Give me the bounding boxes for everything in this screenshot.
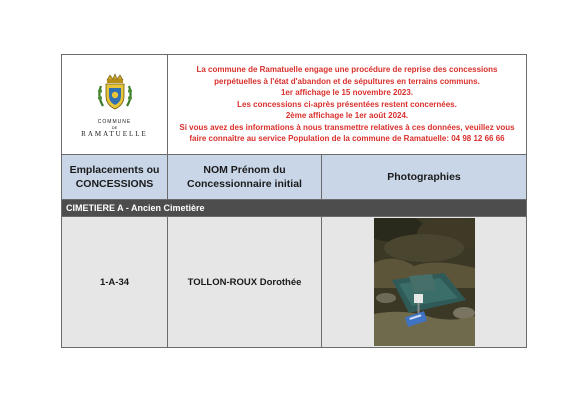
notice-line: faire connaître au service Population de la commune de Ramatuelle: 04 98 12 66 66: [189, 134, 505, 144]
grave-photo: [374, 218, 475, 346]
logo-text-de: DE: [111, 124, 118, 130]
logo-cell: [62, 55, 168, 155]
section-label: CIMETIERE A - Ancien Cimetière: [62, 200, 527, 217]
concessions-table: [61, 54, 527, 348]
notice-line: Si vous avez des informations à nous transmettre relatives à ces données, veuillez vous: [179, 122, 515, 132]
logo-text-city: RAMATUELLE: [81, 129, 148, 138]
notice-line: 1er affichage le 15 novembre 2023.: [280, 88, 414, 98]
header-nom: [168, 155, 322, 200]
ramatuelle-coat-of-arms-icon: [93, 72, 137, 112]
logo-text-commune: COMMUNE: [97, 118, 132, 125]
notice-line: 2ème affichage le 1er août 2024.: [285, 111, 409, 121]
cell-nom: TOLLON-ROUX Dorothée: [168, 217, 322, 348]
header-row: [62, 155, 527, 200]
table-row: [62, 217, 527, 348]
header-emplacements-line2: CONCESSIONS: [75, 178, 154, 190]
header-photographies-label: Photographies: [387, 171, 461, 183]
notice-line: Les concessions ci-après présentées restent concernées.: [237, 99, 457, 109]
notice-line: perpétuelles à l'état d'abandon et de sépultures en terrains communs.: [214, 76, 480, 86]
header-emplacements: [62, 155, 168, 200]
cell-emplacement: 1-A-34: [62, 217, 168, 348]
notice-text: [168, 55, 527, 155]
notice-line: La commune de Ramatuelle engage une procédure de reprise des concessions: [196, 65, 498, 75]
header-emplacements-line1: Emplacements ou: [69, 164, 160, 176]
header-nom-line2: Concessionnaire initial: [187, 178, 302, 190]
grave-photo-image: [374, 218, 475, 346]
header-nom-line1: NOM Prénom du: [203, 164, 286, 176]
cell-photo: [322, 217, 527, 348]
section-row: [62, 200, 527, 217]
title-row: [62, 55, 527, 155]
header-photographies: [322, 155, 527, 200]
